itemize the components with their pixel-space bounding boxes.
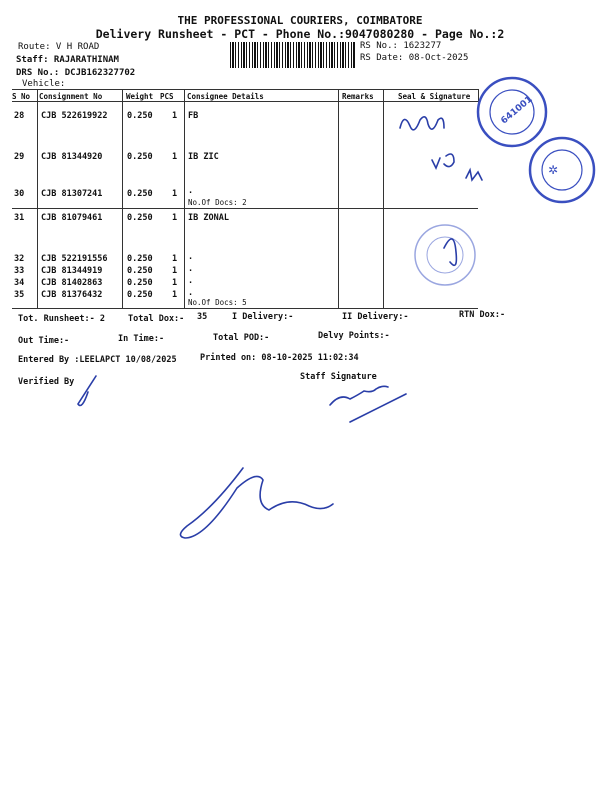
docs-count-note: No.Of Docs: 2	[188, 198, 247, 207]
row-consignment: CJB 81344919	[41, 266, 103, 276]
row-consignment: CJB 81344920	[41, 152, 103, 162]
total-pod: Total POD:-	[213, 333, 270, 343]
barcode	[230, 42, 355, 68]
row-sno: 34	[14, 278, 25, 288]
col-remarks: Remarks	[342, 92, 374, 101]
table-top-rule	[12, 89, 478, 90]
col-weight: Weight	[126, 92, 154, 101]
row-weight: 0.250	[127, 290, 153, 300]
row-details: IB ZIC	[188, 152, 219, 162]
staff-label: Staff: RAJARATHINAM	[16, 55, 119, 65]
row-pcs: 1	[172, 278, 178, 288]
rs-no: RS No.: 1623277	[360, 41, 442, 51]
row-consignment: CJB 81402863	[41, 278, 103, 288]
ii-delivery: II Delivery:-	[342, 312, 409, 322]
staff-signature-label: Staff Signature	[300, 372, 377, 382]
row-pcs: 1	[172, 152, 178, 162]
row-pcs: 1	[172, 290, 178, 300]
col-sno: S No	[12, 92, 31, 101]
col-consignee: Consignee Details	[187, 92, 264, 101]
row-sno: 29	[14, 152, 25, 162]
row-weight: 0.250	[127, 213, 153, 223]
row-details: .	[188, 264, 194, 274]
handwritten-signatures	[0, 100, 600, 560]
row-consignment: CJB 81307241	[41, 189, 103, 199]
row-details: IB ZONAL	[188, 213, 229, 223]
row-weight: 0.250	[127, 111, 153, 121]
row-sno: 31	[14, 213, 25, 223]
row-sno: 30	[14, 189, 25, 199]
row-weight: 0.250	[127, 254, 153, 264]
svg-text:641001: 641001	[499, 94, 535, 127]
row-sno: 32	[14, 254, 25, 264]
docs-count-note: No.Of Docs: 5	[188, 298, 247, 307]
row-consignment: CJB 522619922	[41, 111, 108, 121]
row-details: .	[188, 276, 194, 286]
row-details: .	[188, 186, 194, 196]
row-sno: 33	[14, 266, 25, 276]
entered-by: Entered By :LEELAPCT 10/08/2025	[18, 355, 177, 365]
row-consignment: CJB 522191556	[41, 254, 108, 264]
route-label: Route: V H ROAD	[18, 42, 100, 52]
verified-by: Verified By	[18, 377, 75, 387]
delvy-points: Delvy Points:-	[318, 331, 390, 341]
row-sno: 35	[14, 290, 25, 300]
total-dox-label: Total Dox:-	[128, 314, 185, 324]
row-pcs: 1	[172, 189, 178, 199]
row-pcs: 1	[172, 111, 178, 121]
row-weight: 0.250	[127, 266, 153, 276]
row-weight: 0.250	[127, 189, 153, 199]
out-time: Out Time:-	[18, 336, 70, 346]
i-delivery: I Delivery:-	[232, 312, 294, 322]
tot-runsheet: Tot. Runsheet:- 2	[18, 314, 105, 324]
rs-date: RS Date: 08-Oct-2025	[360, 53, 469, 63]
runsheet-subtitle: Delivery Runsheet - PCT - Phone No.:9047080280 - Page No.:2	[95, 27, 505, 41]
row-details: .	[188, 252, 194, 262]
col-consignment: Consignment No	[39, 92, 103, 101]
row-weight: 0.250	[127, 152, 153, 162]
row-details: FB	[188, 111, 199, 121]
drs-label: DRS No.: DCJB162327702	[16, 68, 136, 78]
row-pcs: 1	[172, 266, 178, 276]
svg-text:✲: ✲	[548, 163, 559, 177]
row-consignment: CJB 81079461	[41, 213, 103, 223]
total-dox-value: 35	[197, 312, 208, 322]
row-details: .	[188, 288, 194, 298]
row-pcs: 1	[172, 254, 178, 264]
rtn-dox: RTN Dox:-	[459, 310, 506, 320]
printed-on: Printed on: 08-10-2025 11:02:34	[200, 353, 359, 363]
row-weight: 0.250	[127, 278, 153, 288]
col-pcs: PCS	[160, 92, 174, 101]
col-seal: Seal & Signature	[398, 92, 471, 101]
row-consignment: CJB 81376432	[41, 290, 103, 300]
vehicle-label: Vehicle:	[22, 79, 66, 89]
company-title: THE PROFESSIONAL COURIERS, COIMBATORE	[177, 14, 423, 27]
in-time: In Time:-	[118, 334, 165, 344]
row-sno: 28	[14, 111, 25, 121]
row-pcs: 1	[172, 213, 178, 223]
